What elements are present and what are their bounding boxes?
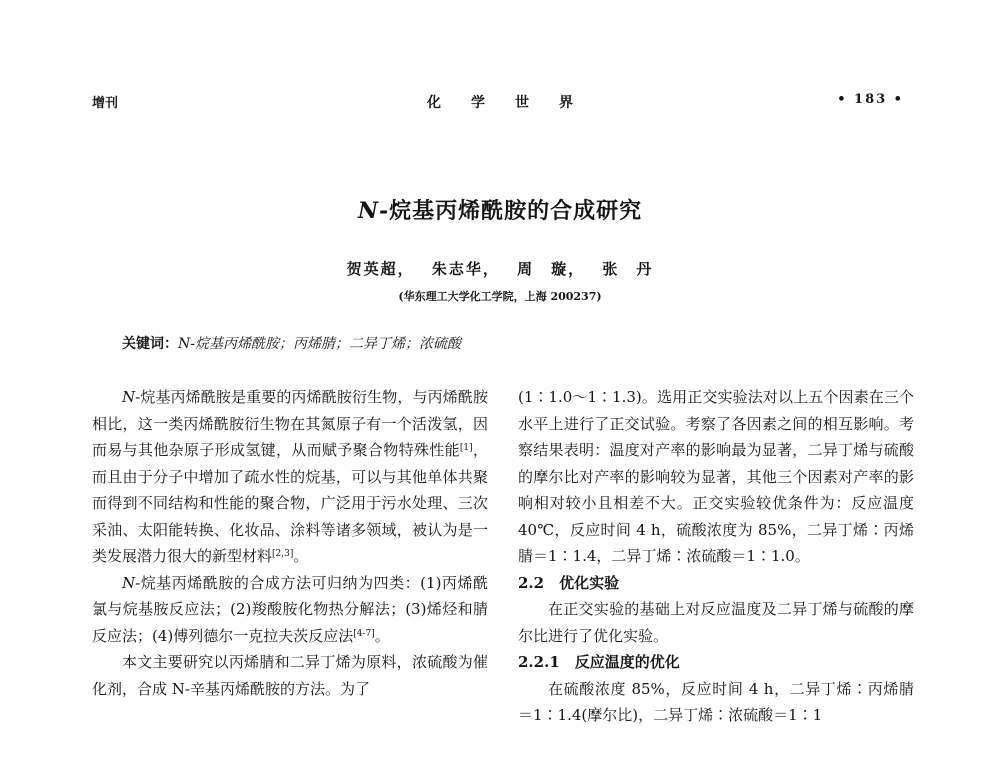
title-text: 烷基丙烯酰胺的合成研究 — [389, 198, 643, 224]
author-list — [0, 258, 1000, 279]
body-paragraph — [92, 570, 488, 650]
author-4: 张 丹 — [602, 260, 654, 278]
citation-ref[interactable]: [2,3] — [272, 549, 294, 559]
paragraph-text: ，而且由于分子中增加了疏水性的烷基，可以与其他单体共聚而得到不同结构和性能的聚合物，广泛用于污水处理、三次采油、太阳能转换、化妆品、涂料等诸多领域，被认为是一类发展潜力很大的新型材料 — [92, 441, 488, 565]
paragraph-text: 。 — [293, 547, 309, 565]
author-2: 朱志华， — [431, 260, 500, 278]
paragraph-text: 。 — [374, 626, 390, 645]
page-number: • 183 • — [837, 92, 904, 107]
paragraph-text: 烷基丙烯酰胺是重要的丙烯酰胺衍生物，与丙烯酰胺相比，这一类丙烯酰胺衍生物在其氮原子有一个活泼氢，因而易与其他杂原子形成氢键，从而赋予聚合物特殊性能 — [92, 388, 488, 459]
body-paragraph: 在正交实验的基础上对反应温度及二异丁烯与硫酸的摩尔比进行了优化实验。 — [518, 600, 914, 645]
paragraph-text: 烷基丙烯酰胺的合成方法可归纳为四类：(1)丙烯酰氯与烷基胺反应法；(2)羧酸胺化物热分解法；(3)烯烃和腈反应法；(4)傅列德尔一克拉夫茨反应法 — [92, 573, 488, 645]
right-column — [518, 384, 914, 729]
body-paragraph — [92, 384, 488, 570]
author-3: 周 璇， — [517, 260, 586, 278]
body-paragraph: 本文主要研究以丙烯腈和二异丁烯为原料，浓硫酸为催化剂，合成 N-辛基丙烯酰胺的方法。为了 — [92, 653, 488, 698]
keywords-text: N-烷基丙烯酰胺；丙烯腈；二异丁烯；浓硫酸 — [178, 336, 461, 352]
keywords-label: 关键词： — [122, 336, 178, 352]
author-1: 贺英超， — [346, 260, 415, 278]
n-prefix: N- — [122, 573, 141, 592]
left-column — [92, 384, 488, 702]
section-heading-2-2-1: 2.2.1 反应温度的优化 — [518, 653, 680, 671]
journal-name: 化学世界 — [427, 95, 603, 111]
citation-ref[interactable]: [1] — [459, 443, 473, 453]
citation-ref[interactable]: [4-7] — [353, 628, 375, 639]
title-prefix: N- — [357, 198, 390, 224]
keywords-line — [122, 333, 461, 353]
journal-section-label: 增刊 — [92, 96, 119, 111]
section-heading-2-2: 2.2 优化实验 — [518, 573, 620, 592]
affiliation: (华东理工大学化工学院，上海 200237) — [398, 290, 602, 303]
n-prefix: N- — [122, 388, 141, 406]
article-title — [0, 194, 1000, 225]
body-paragraph: 在硫酸浓度 85%，反应时间 4 h，二异丁烯∶丙烯腈＝1∶1.4(摩尔比)，二异丁烯∶浓硫酸＝1∶1 — [518, 679, 914, 724]
body-paragraph: (1∶1.0～1∶1.3)。选用正交实验法对以上五个因素在三个水平上进行了正交试验。考察了各因素之间的相互影响。考察结果表明：温度对产率的影响最为显著，二异丁烯与硫酸的摩尔比对产率的影响较为显著，其他三个因素对产率的影响相对较小且相差不大。正交实验较优条件为：反应温度 40℃，反应时间 4 h，硫酸浓度为 85%，二异丁烯∶丙烯腈＝1∶1.4，二异丁烯∶浓硫酸＝1∶1.0。 — [518, 388, 914, 565]
